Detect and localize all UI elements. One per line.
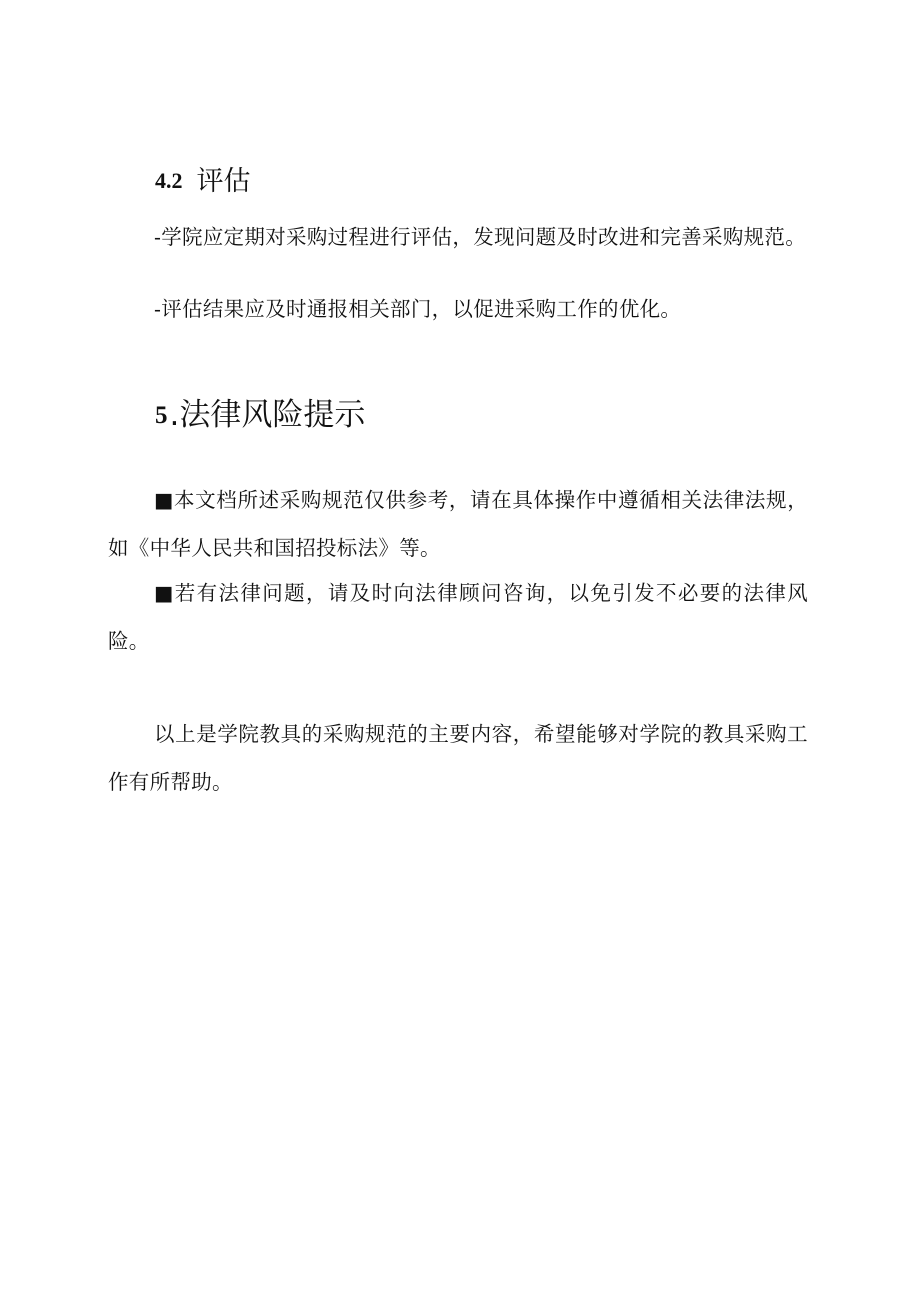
section-title-text: .法律风险提示 bbox=[169, 397, 366, 433]
section-heading-5 bbox=[155, 397, 366, 433]
conclusion-paragraph: 以上是学院教具的采购规范的主要内容，希望能够对学院的教具采购工作有所帮助。 bbox=[108, 722, 808, 794]
legal-risk-paragraph-2: ■若有法律问题，请及时向法律顾问咨询，以免引发不必要的法律风险。 bbox=[108, 581, 808, 653]
section-title-text: 评估 bbox=[196, 166, 251, 197]
section-number: 4.2 bbox=[155, 168, 183, 193]
evaluation-paragraph-1: -学院应定期对采购过程进行评估，发现问题及时改进和完善采购规范。 bbox=[154, 225, 807, 249]
legal-risk-paragraph-1: ■本文档所述采购规范仅供参考，请在具体操作中遵循相关法律法规，如《中华人民共和国招投标法》等。 bbox=[108, 488, 808, 560]
section-number: 5 bbox=[155, 402, 168, 429]
evaluation-paragraph-2: -评估结果应及时通报相关部门，以促进采购工作的优化。 bbox=[154, 297, 682, 321]
section-heading-4-2 bbox=[155, 168, 251, 195]
